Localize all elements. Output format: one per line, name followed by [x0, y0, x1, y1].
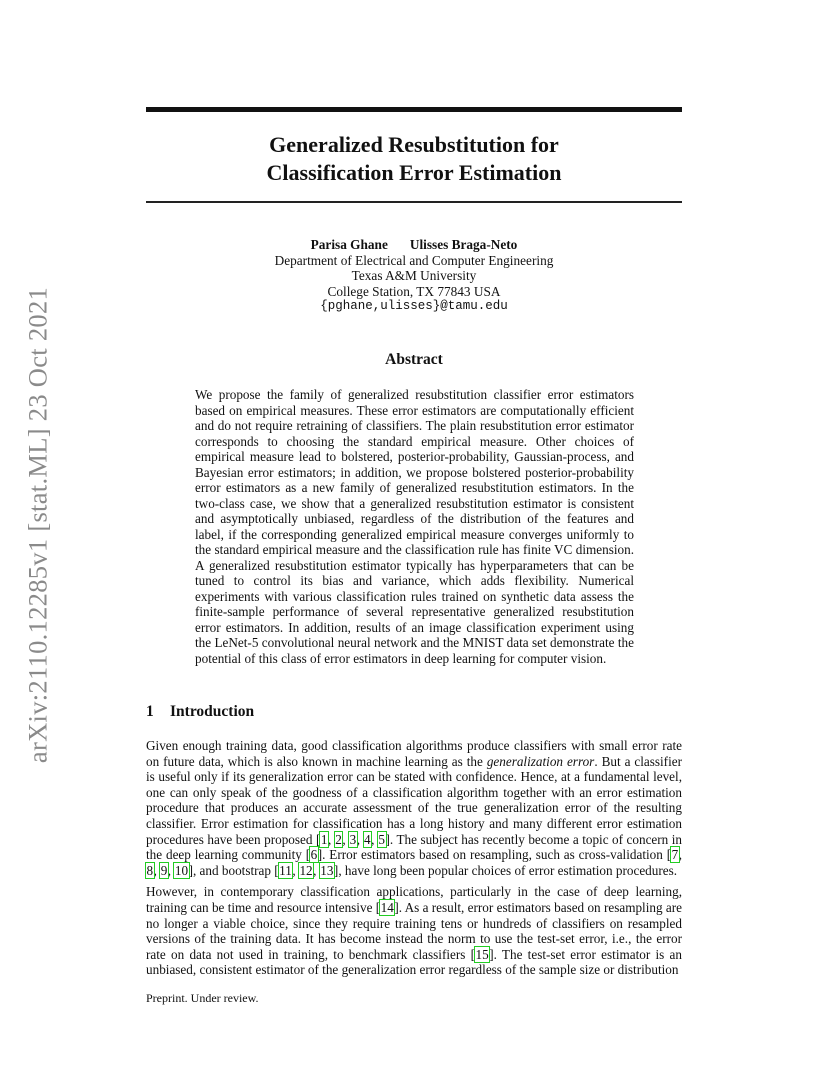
citation-link[interactable]: 10 [174, 862, 189, 878]
abstract-text: We propose the family of generalized resubstitution classifier error estimators based on empirical measures. These error estimators are computationally efficient and do not require retraining of classifiers. The plain resubstitution error estimator corresponds to choosing the standard empirical measure. Other choices of empirical measure lead to bolstered, posterior-probability, Gaussian-process, and Bayesian error estimators; in addition, we propose bolstered posterior-probability error estimators as a new family of generalized resubstitution estimators. In the two-class case, we show that a generalized resubstitution estimator is consistent and asymptotically unbiased, regardless of the distribution of the features and label, if the corresponding generalized empirical measure converges uniformly to the standard empirical measure and the classification rule has finite VC dimension. A generalized resubstitution estimator typically has hyperparameters that can be tuned to control its bias and variance, which adds flexibility. Numerical experiments with various classification rules trained on synthetic data assess the finite-sample performance of several representative generalized resubstitution error estimators. In addition, results of an image classification experiment using the LeNet-5 convolutional neural network and the MNIST data set demonstrate the potential of this class of error estimators in deep learning for computer vision. [195, 387, 634, 666]
citation-link[interactable]: 2 [335, 831, 342, 847]
citation-link[interactable]: 15 [475, 946, 489, 962]
citation-link[interactable]: 1 [320, 831, 328, 847]
author-name: Ulisses Braga-Neto [409, 237, 518, 252]
text-run: However, in contemporary classification applications, particularly in the case of deep learning, training can be time and resource intensive [ [146, 884, 682, 915]
abstract-heading: Abstract [385, 351, 443, 368]
text-run: Given enough training data, good classification algorithms produce classifiers with small error rate on future data, which is also known in machine learning as the [146, 738, 682, 769]
emphasis-text: generalization error [486, 753, 595, 769]
title-line-1: Generalized Resubstitution for [269, 132, 559, 157]
section-number: 1 [146, 703, 154, 720]
citation-link[interactable]: 6 [310, 847, 318, 863]
introduction-body [146, 738, 682, 984]
text-run: ]. The subject has recently become a topic of concern in the deep learning community [ [146, 831, 683, 863]
citation-link[interactable]: 7 [671, 847, 679, 863]
citation-link[interactable]: 14 [380, 899, 394, 915]
text-run: ]. Error estimators based on resampling, such as cross-validation [ [317, 847, 672, 863]
author-names [146, 237, 682, 253]
title-top-rule [146, 107, 682, 112]
author-name: Parisa Ghane [310, 237, 388, 252]
paper-title [146, 131, 682, 187]
citation-link[interactable]: 11 [279, 862, 292, 878]
text-run: ]. As a result, error estimators based on resampling are no longer a viable choice, since they require training tens or hundreds of classifiers on resampled versions of the training data. It has become instead the norm to use the test-set error, i.e., the error rate on data not used in training, to benchmark classifiers [ [146, 899, 682, 962]
author-address: College Station, TX 77843 USA [327, 283, 501, 299]
citation-link[interactable]: 9 [160, 862, 168, 878]
citation-link[interactable]: 5 [378, 831, 386, 847]
citation-link[interactable]: 4 [364, 831, 371, 847]
citation-link[interactable]: 13 [320, 862, 334, 878]
section-title: Introduction [170, 703, 255, 720]
author-department: Department of Electrical and Computer Engineering [274, 252, 554, 268]
citation-link[interactable]: 3 [349, 831, 357, 847]
paragraph [146, 884, 682, 978]
author-block [146, 237, 682, 315]
text-run: ]. The test-set error estimator is an unbiased, consistent estimator of the generalization error regardless of the sample size or distribution [146, 946, 682, 978]
title-line-2: Classification Error Estimation [266, 160, 562, 185]
section-heading-introduction [146, 703, 254, 721]
text-run: ], have long been popular choices of error estimation procedures. [333, 862, 678, 878]
citation-link[interactable]: 12 [299, 862, 313, 878]
citation-link[interactable]: 8 [146, 862, 154, 878]
footer-note: Preprint. Under review. [146, 991, 259, 1005]
text-run: . But a classifier is useful only if its generalization error can be stated with confidence. Hence, at a fundamental level, one can only speak of the goodness of a classification algorithm together with an error estimation procedure that produces an accurate assessment of the true generalization error of the resulting classifier. Error estimation for classification has a long history and many different error estimation procedures have been proposed [ [146, 753, 682, 847]
arxiv-stamp-text: arXiv:2110.12285v1 [stat.ML] 23 Oct 2021 [22, 286, 53, 764]
arxiv-identifier-stamp [8, 280, 68, 770]
title-bottom-rule [146, 201, 682, 203]
author-email: {pghane,ulisses}@tamu.edu [320, 299, 508, 313]
author-university: Texas A&M University [351, 268, 477, 283]
paragraph: Given enough training data, good classification algorithms produce classifiers with small error rate on future data, which is also known in machine learning as the generalization error. But a classifier is useful only if its generalization error can be stated with confidence. Hence, at a fundamental level, one can only speak of the goodness of a classification algorithm together with an error estimation procedure that produces an accurate assessment of the true generalization error of the resulting classifier. Error estimation for classification has a long history and many different error estimation procedures have been proposed [1, 2, 3, 4, 5]. The subject has recently become a topic of concern in the deep learning community [6]. Error estimators based on resampling, such as cross-validation [7, 8, 9, 10], and bootstrap [11, 12, 13], have long been popular choices of error estimation procedures. [146, 738, 683, 878]
text-run: ], and bootstrap [ [188, 862, 279, 878]
